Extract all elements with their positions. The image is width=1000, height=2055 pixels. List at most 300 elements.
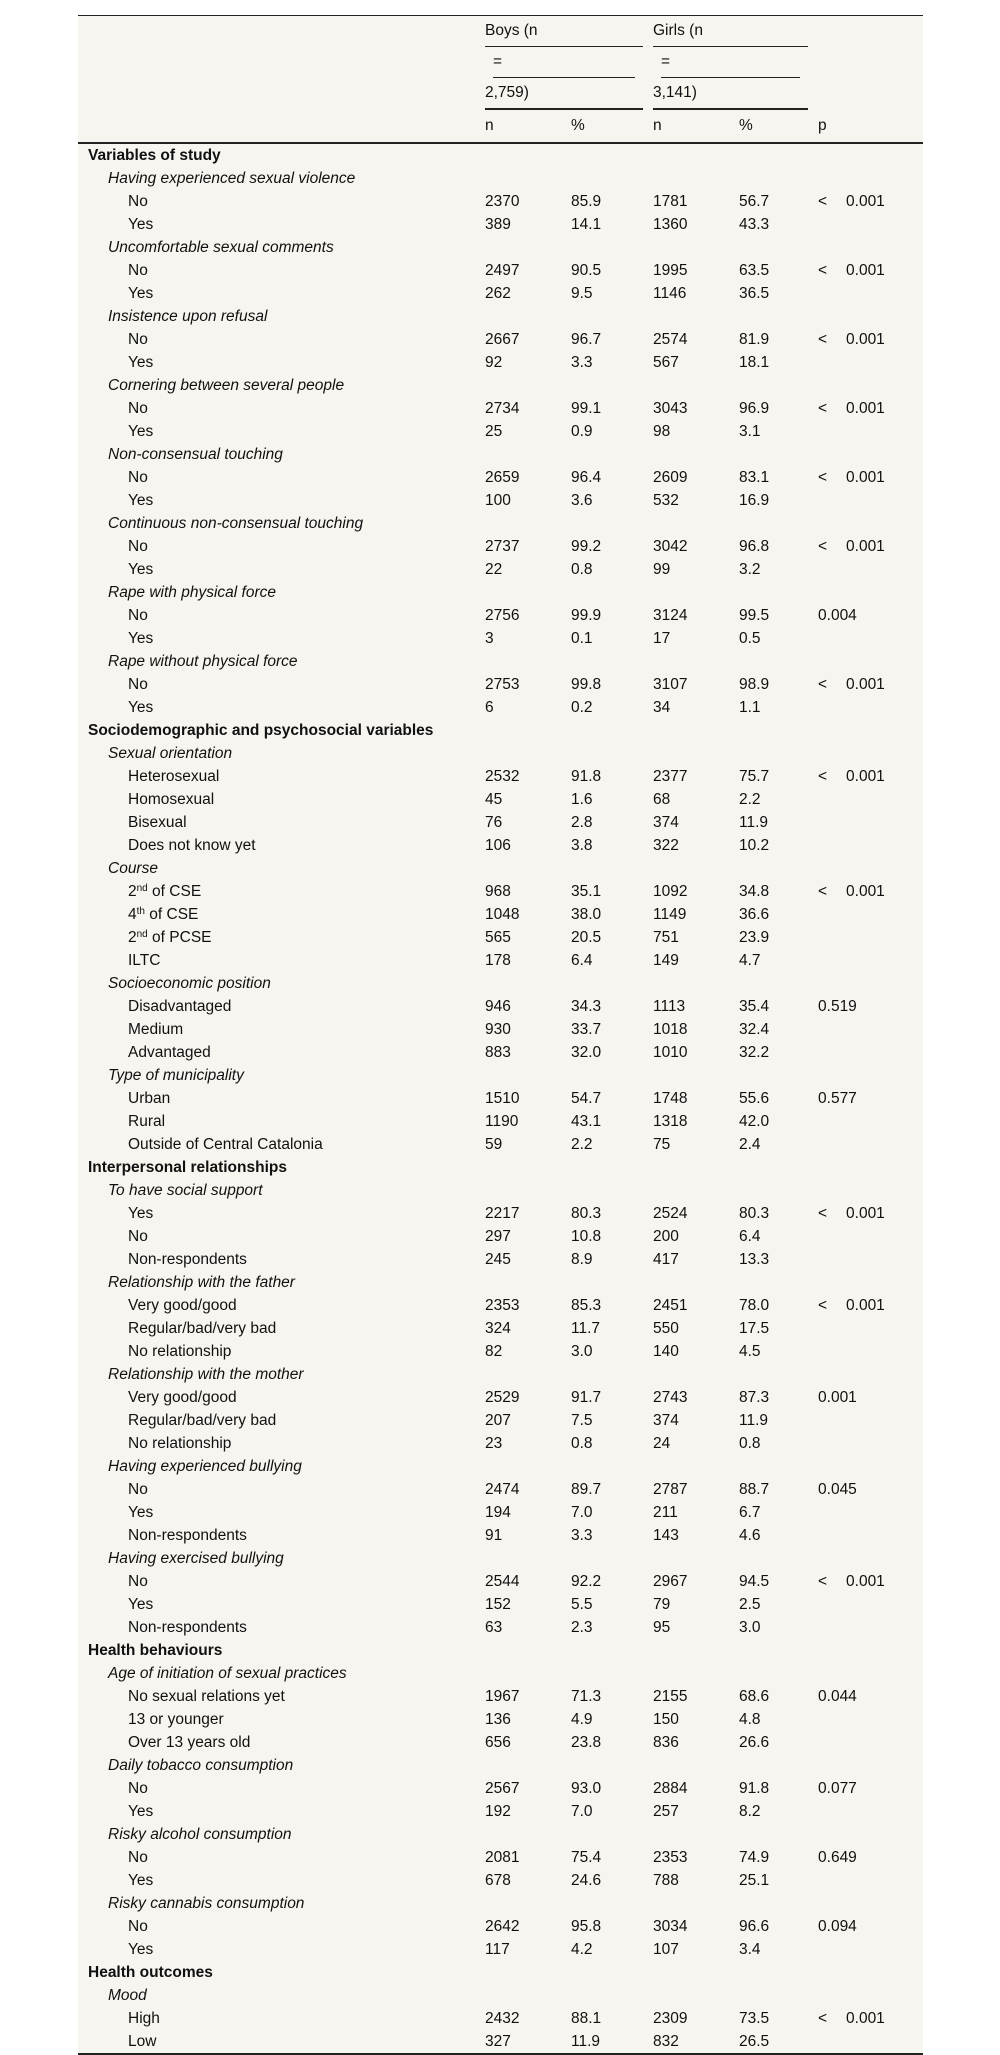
- table-row: [78, 1524, 923, 1547]
- p-value: 0.001: [846, 2010, 885, 2027]
- cell-bn: 192: [485, 1803, 511, 1820]
- p-value: 0.001: [846, 1205, 885, 1222]
- cell-gn: 2967: [653, 1573, 688, 1590]
- row-label: Heterosexual: [128, 768, 220, 785]
- table-row: [78, 1777, 923, 1800]
- cell-p: [808, 1041, 923, 1064]
- cell-gn: 2451: [653, 1297, 688, 1314]
- p-value: 0.001: [846, 400, 885, 417]
- cell-p: [808, 1547, 923, 1570]
- cell-bn: 2353: [485, 1297, 520, 1314]
- cell-bn: 22: [485, 561, 503, 578]
- cell-bn: [475, 1961, 561, 1984]
- cell-bn: 178: [485, 952, 511, 969]
- p-value: 0.001: [846, 676, 885, 693]
- cell-p: [808, 1478, 923, 1501]
- cell-gp: 36.6: [739, 906, 770, 923]
- cell-p: [808, 1731, 923, 1754]
- row-label: Uncomfortable sexual comments: [108, 239, 334, 256]
- cell-bn: 136: [485, 1711, 511, 1728]
- less-than-sign: <: [818, 2010, 828, 2027]
- cell-gp: 2.4: [739, 1136, 761, 1153]
- cell-gn: [643, 305, 729, 328]
- cell-bp: [561, 1984, 643, 2007]
- row-label: No: [128, 262, 148, 279]
- row-label: Health behaviours: [88, 1642, 223, 1659]
- col-p: p: [808, 110, 923, 143]
- cell-gn: 99: [653, 561, 671, 578]
- cell-bn: 117: [485, 1941, 510, 1958]
- cell-gn: [643, 719, 729, 742]
- row-label: Advantaged: [128, 1044, 211, 1061]
- cell-gp: [729, 1271, 808, 1294]
- table-row: [78, 1869, 923, 1892]
- cell-p: [808, 1294, 923, 1317]
- table-row: [78, 949, 923, 972]
- cell-bp: 2.2: [571, 1136, 593, 1153]
- cell-bn: 2734: [485, 400, 520, 417]
- cell-bp: 96.7: [571, 331, 602, 348]
- cell-gn: 107: [653, 1941, 679, 1958]
- cell-bn: 194: [485, 1504, 511, 1521]
- cell-bp: 0.1: [571, 630, 593, 647]
- cell-bp: 1.6: [571, 791, 593, 808]
- cell-bn: [475, 719, 561, 742]
- cell-gp: 96.6: [739, 1918, 770, 1935]
- less-than-sign: <: [818, 331, 828, 348]
- cell-bp: 11.7: [571, 1320, 601, 1337]
- p-value: 0.649: [818, 1849, 857, 1866]
- cell-bp: [561, 581, 643, 604]
- cell-bn: [475, 443, 561, 466]
- p-value: 0.077: [818, 1780, 857, 1797]
- cell-p: [808, 1800, 923, 1823]
- cell-bp: 80.3: [571, 1205, 602, 1222]
- less-than-sign: <: [818, 1573, 828, 1590]
- cell-gn: 1010: [653, 1044, 688, 1061]
- p-value: 0.001: [846, 262, 885, 279]
- p-value: 0.001: [846, 1573, 885, 1590]
- cell-gn: 149: [653, 952, 679, 969]
- cell-p: [808, 1018, 923, 1041]
- cell-gn: 3124: [653, 607, 688, 624]
- row-label: Continuous non-consensual touching: [108, 515, 364, 532]
- cell-p: [808, 1202, 923, 1225]
- cell-gn: 2609: [653, 469, 688, 486]
- cell-bp: 0.2: [571, 699, 593, 716]
- cell-bn: 245: [485, 1251, 511, 1268]
- cell-p: [808, 489, 923, 512]
- cell-gp: [729, 374, 808, 397]
- cell-bn: 389: [485, 216, 511, 233]
- cell-bn: 2737: [485, 538, 520, 555]
- p-value: 0.094: [818, 1918, 857, 1935]
- cell-p: [808, 535, 923, 558]
- cell-gp: 3.4: [739, 1941, 761, 1958]
- variable-heading-row: [78, 581, 923, 604]
- cell-bn: 324: [485, 1320, 511, 1337]
- cell-p: [808, 1248, 923, 1271]
- row-label: Risky cannabis consumption: [108, 1895, 305, 1912]
- row-label: Non-respondents: [128, 1619, 247, 1636]
- cell-bp: 9.5: [571, 285, 593, 302]
- variable-heading-row: [78, 305, 923, 328]
- row-label: No: [128, 1780, 148, 1797]
- row-label: No: [128, 1918, 148, 1935]
- cell-bp: 54.7: [571, 1090, 602, 1107]
- cell-gn: [643, 1754, 729, 1777]
- row-label: Yes: [128, 1941, 154, 1958]
- cell-bp: [561, 1639, 643, 1662]
- cell-p: [808, 788, 923, 811]
- cell-bp: [561, 1363, 643, 1386]
- cell-gp: 83.1: [739, 469, 770, 486]
- cell-gp: 56.7: [739, 193, 770, 210]
- cell-bn: 327: [485, 2033, 511, 2050]
- table-row: [78, 903, 923, 926]
- cell-gp: 26.6: [739, 1734, 770, 1751]
- cell-bn: [475, 1363, 561, 1386]
- cell-bp: [561, 374, 643, 397]
- row-label: Sociodemographic and psychosocial variables: [88, 722, 434, 739]
- cell-bp: [561, 167, 643, 190]
- cell-gp: [729, 742, 808, 765]
- cell-p: [808, 305, 923, 328]
- cell-p: [808, 1754, 923, 1777]
- cell-gn: 2743: [653, 1389, 688, 1406]
- cell-bn: [475, 742, 561, 765]
- cell-gn: 1149: [653, 906, 687, 923]
- cell-gn: [643, 972, 729, 995]
- section-heading-row: [78, 719, 923, 742]
- row-label: Yes: [128, 492, 154, 509]
- row-label: High: [128, 2010, 160, 2027]
- table-row: [78, 1202, 923, 1225]
- cell-gn: [643, 236, 729, 259]
- cell-p: [808, 995, 923, 1018]
- cell-gn: 532: [653, 492, 679, 509]
- cell-bn: 2497: [485, 262, 520, 279]
- variable-heading-row: [78, 742, 923, 765]
- cell-p: [808, 811, 923, 834]
- table-row: [78, 328, 923, 351]
- cell-p: [808, 466, 923, 489]
- cell-bp: [561, 650, 643, 673]
- less-than-sign: <: [818, 768, 828, 785]
- cell-p: [808, 1179, 923, 1202]
- cell-gp: 3.1: [739, 423, 761, 440]
- cell-bn: [475, 1823, 561, 1846]
- cell-p: [808, 650, 923, 673]
- cell-bn: [475, 512, 561, 535]
- cell-p: [808, 1087, 923, 1110]
- cell-gn: [643, 1156, 729, 1179]
- cell-bp: 11.9: [571, 2033, 601, 2050]
- row-label: No: [128, 1849, 148, 1866]
- cell-gp: [729, 1179, 808, 1202]
- table-row: [78, 1915, 923, 1938]
- cell-gp: 96.9: [739, 400, 770, 417]
- cell-bn: [475, 972, 561, 995]
- cell-gp: 23.9: [739, 929, 770, 946]
- cell-p: [808, 420, 923, 443]
- cell-bp: 7.0: [571, 1803, 593, 1820]
- p-value: 0.001: [846, 538, 885, 555]
- table-row: [78, 995, 923, 1018]
- cell-bn: 678: [485, 1872, 511, 1889]
- p-value: 0.001: [846, 1297, 885, 1314]
- cell-bp: [561, 1455, 643, 1478]
- section-heading-row: [78, 143, 923, 167]
- boys-group-header: Boys (n = 2,759): [475, 16, 643, 110]
- table-row: [78, 1317, 923, 1340]
- cell-bn: 656: [485, 1734, 511, 1751]
- cell-gp: 32.4: [739, 1021, 770, 1038]
- cell-gp: 63.5: [739, 262, 770, 279]
- cell-bn: [475, 1892, 561, 1915]
- cell-gp: 3.2: [739, 561, 761, 578]
- ordinal-suffix: nd: [136, 929, 148, 940]
- cell-bp: 43.1: [571, 1113, 602, 1130]
- row-label: Non-consensual touching: [108, 446, 283, 463]
- cell-gn: 2309: [653, 2010, 688, 2027]
- cell-gp: 25.1: [739, 1872, 770, 1889]
- row-label: Cornering between several people: [108, 377, 345, 394]
- variable-heading-row: [78, 972, 923, 995]
- cell-gp: [729, 305, 808, 328]
- cell-bp: 3.3: [571, 354, 593, 371]
- row-label: No: [128, 538, 148, 555]
- cell-bp: 4.9: [571, 1711, 593, 1728]
- cell-gp: [729, 167, 808, 190]
- variable-heading-row: [78, 512, 923, 535]
- cell-p: [808, 1317, 923, 1340]
- cell-gn: 150: [653, 1711, 679, 1728]
- cell-p: [808, 1777, 923, 1800]
- cell-gn: 79: [653, 1596, 671, 1613]
- row-label: No relationship: [128, 1343, 232, 1360]
- variable-heading-row: [78, 374, 923, 397]
- cell-bn: [475, 143, 561, 167]
- cell-gn: 751: [653, 929, 679, 946]
- less-than-sign: <: [818, 469, 828, 486]
- variable-heading-row: [78, 1984, 923, 2007]
- row-label: No: [128, 331, 148, 348]
- girls-group-header: Girls (n = 3,141): [643, 16, 808, 110]
- cell-bn: 1967: [485, 1688, 520, 1705]
- cell-p: [808, 190, 923, 213]
- cell-gn: 24: [653, 1435, 671, 1452]
- cell-gn: 1748: [653, 1090, 688, 1107]
- cell-p: [808, 1938, 923, 1961]
- table-row: [78, 1133, 923, 1156]
- cell-gn: 2353: [653, 1849, 688, 1866]
- variable-heading-row: [78, 167, 923, 190]
- cell-bp: 0.8: [571, 1435, 593, 1452]
- cell-bn: 100: [485, 492, 511, 509]
- cell-bn: [475, 1984, 561, 2007]
- cell-gp: [729, 1455, 808, 1478]
- p-value: 0.519: [818, 998, 857, 1015]
- cell-gp: 78.0: [739, 1297, 770, 1314]
- cell-p: [808, 1892, 923, 1915]
- row-label: Interpersonal relationships: [88, 1159, 287, 1176]
- group-header-row: [78, 16, 923, 110]
- p-value: 0.044: [818, 1688, 857, 1705]
- cell-gn: [643, 1823, 729, 1846]
- cell-bp: 6.4: [571, 952, 593, 969]
- cell-gn: [643, 742, 729, 765]
- cell-bn: [475, 581, 561, 604]
- less-than-sign: <: [818, 193, 828, 210]
- cell-p: [808, 719, 923, 742]
- table-row: [78, 834, 923, 857]
- row-label: Rape without physical force: [108, 653, 298, 670]
- cell-bn: [475, 1156, 561, 1179]
- cell-p: [808, 282, 923, 305]
- cell-gn: [643, 443, 729, 466]
- variable-heading-row: [78, 857, 923, 880]
- cell-p: [808, 765, 923, 788]
- cell-gp: [729, 1961, 808, 1984]
- cell-bn: 45: [485, 791, 503, 808]
- cell-gn: [643, 1363, 729, 1386]
- cell-bp: 38.0: [571, 906, 602, 923]
- cell-gn: [643, 167, 729, 190]
- table-row: [78, 1225, 923, 1248]
- cell-bn: 3: [485, 630, 494, 647]
- cell-bp: [561, 972, 643, 995]
- cell-bp: 91.8: [571, 768, 602, 785]
- cell-p: [808, 1133, 923, 1156]
- row-label: Yes: [128, 354, 154, 371]
- cell-bp: 33.7: [571, 1021, 602, 1038]
- cell-bp: 3.0: [571, 1343, 593, 1360]
- cell-bp: 75.4: [571, 1849, 602, 1866]
- cell-p: [808, 972, 923, 995]
- cell-gp: 1.1: [739, 699, 761, 716]
- cell-bp: 92.2: [571, 1573, 602, 1590]
- cell-p: [808, 696, 923, 719]
- cell-bn: 1048: [485, 906, 520, 923]
- row-label: Yes: [128, 1872, 154, 1889]
- cell-bp: [561, 1179, 643, 1202]
- table-row: [78, 604, 923, 627]
- cell-gn: 3107: [653, 676, 688, 693]
- cell-bp: [561, 512, 643, 535]
- row-label: Having experienced sexual violence: [108, 170, 356, 187]
- cell-p: [808, 1455, 923, 1478]
- cell-gp: [729, 1547, 808, 1570]
- cell-gp: [729, 857, 808, 880]
- p-value: 0.004: [818, 607, 857, 624]
- cell-bp: 88.1: [571, 2010, 602, 2027]
- cell-bp: 3.6: [571, 492, 593, 509]
- cell-gn: 75: [653, 1136, 671, 1153]
- cell-bn: 883: [485, 1044, 511, 1061]
- cell-gp: 4.6: [739, 1527, 761, 1544]
- variable-heading-row: [78, 1754, 923, 1777]
- cell-gp: 11.9: [739, 1412, 769, 1429]
- cell-gn: 1018: [653, 1021, 688, 1038]
- cell-p: [808, 1662, 923, 1685]
- table-row: [78, 1294, 923, 1317]
- row-label: No: [128, 400, 148, 417]
- cell-gn: [643, 374, 729, 397]
- cell-bn: [475, 1179, 561, 1202]
- table-row: [78, 397, 923, 420]
- cell-bn: [475, 374, 561, 397]
- ordinal-suffix: nd: [136, 883, 148, 894]
- cell-bp: [561, 1662, 643, 1685]
- p-value: 0.577: [818, 1090, 857, 1107]
- row-label: Relationship with the father: [108, 1274, 295, 1291]
- row-label: Non-respondents: [128, 1251, 247, 1268]
- row-label: No sexual relations yet: [128, 1688, 285, 1705]
- row-label: No: [128, 1481, 148, 1498]
- cell-gn: [643, 1064, 729, 1087]
- cell-bn: 2753: [485, 676, 520, 693]
- row-label: Very good/good: [128, 1297, 237, 1314]
- cell-bn: 2474: [485, 1481, 520, 1498]
- cell-bp: 99.9: [571, 607, 602, 624]
- col-girls-n: n: [643, 110, 729, 143]
- cell-bp: 2.8: [571, 814, 593, 831]
- cell-bp: 89.7: [571, 1481, 602, 1498]
- cell-gp: 4.8: [739, 1711, 761, 1728]
- cell-gn: 2377: [653, 768, 688, 785]
- cell-bp: 85.3: [571, 1297, 602, 1314]
- cell-p: [808, 374, 923, 397]
- cell-bn: 946: [485, 998, 511, 1015]
- cell-bn: [475, 1639, 561, 1662]
- cell-gp: 6.4: [739, 1228, 761, 1245]
- cell-gp: 34.8: [739, 883, 770, 900]
- row-label: Homosexual: [128, 791, 215, 808]
- row-label: Yes: [128, 1803, 154, 1820]
- cell-gp: [729, 1064, 808, 1087]
- cell-bp: [561, 305, 643, 328]
- cell-p: [808, 397, 923, 420]
- cell-bp: [561, 857, 643, 880]
- cell-gp: 91.8: [739, 1780, 770, 1797]
- cell-p: [808, 1271, 923, 1294]
- p-value: 0.001: [846, 331, 885, 348]
- table-row: [78, 1340, 923, 1363]
- row-label: ILTC: [128, 952, 161, 969]
- row-label: Daily tobacco consumption: [108, 1757, 294, 1774]
- cell-p: [808, 627, 923, 650]
- cell-gn: [643, 512, 729, 535]
- cell-gn: [643, 143, 729, 167]
- cell-p: [808, 1340, 923, 1363]
- table-row: [78, 1018, 923, 1041]
- cell-bp: [561, 1547, 643, 1570]
- p-value: 0.001: [846, 883, 885, 900]
- row-label: Disadvantaged: [128, 998, 232, 1015]
- variable-heading-row: [78, 236, 923, 259]
- p-value: 0.045: [818, 1481, 857, 1498]
- table-row: [78, 1846, 923, 1869]
- cell-gn: 1146: [653, 285, 687, 302]
- row-label: Yes: [128, 699, 154, 716]
- row-label: 13 or younger: [128, 1711, 224, 1728]
- cell-gn: [643, 1271, 729, 1294]
- cell-bn: 2432: [485, 2010, 520, 2027]
- cell-p: [808, 143, 923, 167]
- section-heading-row: [78, 1961, 923, 1984]
- section-heading-row: [78, 1639, 923, 1662]
